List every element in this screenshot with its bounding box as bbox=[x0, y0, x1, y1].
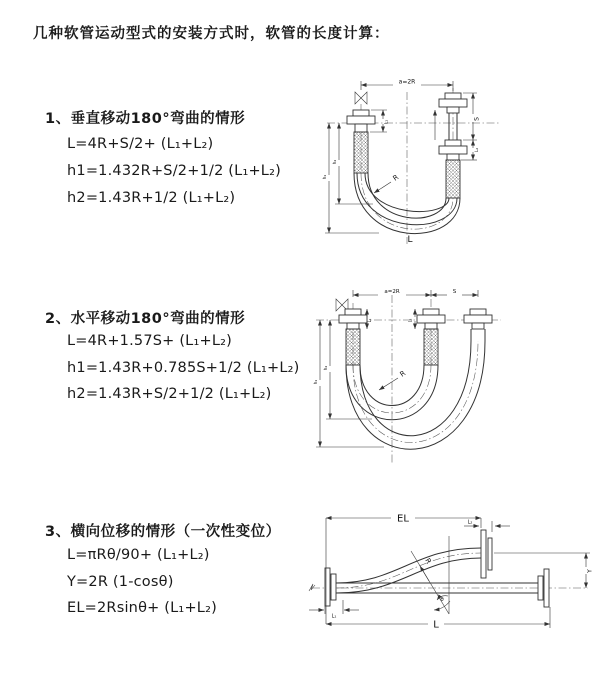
dimension-s bbox=[431, 289, 478, 295]
dim-label-h2: h₂ bbox=[333, 159, 338, 165]
dim-label-s: S bbox=[473, 117, 481, 121]
dim-label-r: R bbox=[423, 556, 433, 566]
left-flange bbox=[325, 568, 336, 606]
dimension-l2 bbox=[408, 309, 416, 329]
left-flange-fitting bbox=[347, 110, 375, 173]
upper-right-flange bbox=[481, 530, 492, 578]
lower-right-flange bbox=[538, 569, 549, 607]
diagram-lateral-displacement bbox=[298, 498, 598, 648]
section-3-formula-L: L=πRθ/90+ (L₁+L₂) bbox=[67, 547, 210, 563]
dim-label-s: S bbox=[452, 289, 457, 295]
dim-label-l1: L₁ bbox=[367, 318, 372, 323]
section-1-heading: 1、垂直移动180°弯曲的情形 bbox=[45, 111, 246, 127]
valve-icon bbox=[355, 92, 367, 104]
section-2-formula-L: L=4R+1.57S+ (L₁+L₂) bbox=[67, 333, 232, 349]
dim-label-l2: L₂ bbox=[407, 318, 413, 323]
dim-label-l1: L₁ bbox=[331, 613, 337, 620]
radius-leader bbox=[374, 173, 400, 193]
section-2-formula-h1: h1=1.43R+0.785S+1/2 (L₁+L₂) bbox=[67, 360, 300, 376]
left-flange-fitting bbox=[339, 309, 367, 365]
dim-label-length: L bbox=[433, 619, 439, 631]
middle-flange-fitting bbox=[417, 309, 445, 365]
dim-label-y: Y bbox=[586, 569, 594, 573]
section-3-formula-Y: Y=2R (1-cosθ) bbox=[67, 574, 174, 590]
dim-label-l1: L₁ bbox=[384, 119, 390, 125]
dimension-l2 bbox=[464, 520, 510, 533]
dimension-el bbox=[326, 514, 481, 625]
dimension-l1 bbox=[309, 600, 359, 620]
diagram-horizontal-180-bend bbox=[306, 283, 506, 468]
dim-label-span: a=2R bbox=[384, 289, 400, 295]
dimension-span bbox=[361, 79, 453, 92]
dim-label-h1: h₁ bbox=[314, 379, 319, 385]
section-2-formula-h2: h2=1.43R+S/2+1/2 (L₁+L₂) bbox=[67, 386, 272, 402]
hose-curves bbox=[346, 341, 485, 449]
dim-label-r: R bbox=[391, 173, 401, 183]
dim-label-span: a=2R bbox=[398, 78, 416, 86]
pipe-break-icon bbox=[309, 584, 315, 591]
dimension-span bbox=[353, 289, 478, 297]
dimension-l1 bbox=[367, 309, 372, 329]
section-1-formula-L: L=4R+S/2+ (L₁+L₂) bbox=[67, 136, 214, 152]
section-2-heading: 2、水平移动180°弯曲的情形 bbox=[45, 311, 246, 327]
dim-label-l2: L₂ bbox=[467, 519, 473, 526]
section-3-heading: 3、横向位移的情形（一次性变位） bbox=[45, 524, 281, 540]
dim-label-l2: L₂ bbox=[475, 147, 480, 153]
radius-leader bbox=[379, 369, 407, 390]
page-title: 几种软管运动型式的安装方式时，软管的长度计算： bbox=[33, 26, 390, 42]
dim-label-r: R bbox=[398, 369, 408, 379]
dim-label-el: EL bbox=[397, 513, 409, 525]
hose-s-curve bbox=[336, 548, 481, 593]
dim-label-length: L bbox=[407, 235, 413, 245]
section-3-formula-EL: EL=2Rsinθ+ (L₁+L₂) bbox=[67, 600, 217, 616]
section-1-formula-h1: h1=1.432R+S/2+1/2 (L₁+L₂) bbox=[67, 163, 281, 179]
diagram-vertical-180-bend bbox=[313, 76, 508, 248]
dim-label-h1: h₁ bbox=[323, 174, 328, 180]
right-flange-fitting bbox=[464, 309, 492, 341]
right-flange-fitting bbox=[435, 93, 467, 198]
dimension-length bbox=[326, 607, 550, 631]
dim-label-theta: θ bbox=[440, 597, 444, 603]
dim-label-h2: h₂ bbox=[324, 365, 329, 371]
section-1-formula-h2: h2=1.43R+1/2 (L₁+L₂) bbox=[67, 190, 236, 206]
angle-construction bbox=[411, 536, 450, 614]
